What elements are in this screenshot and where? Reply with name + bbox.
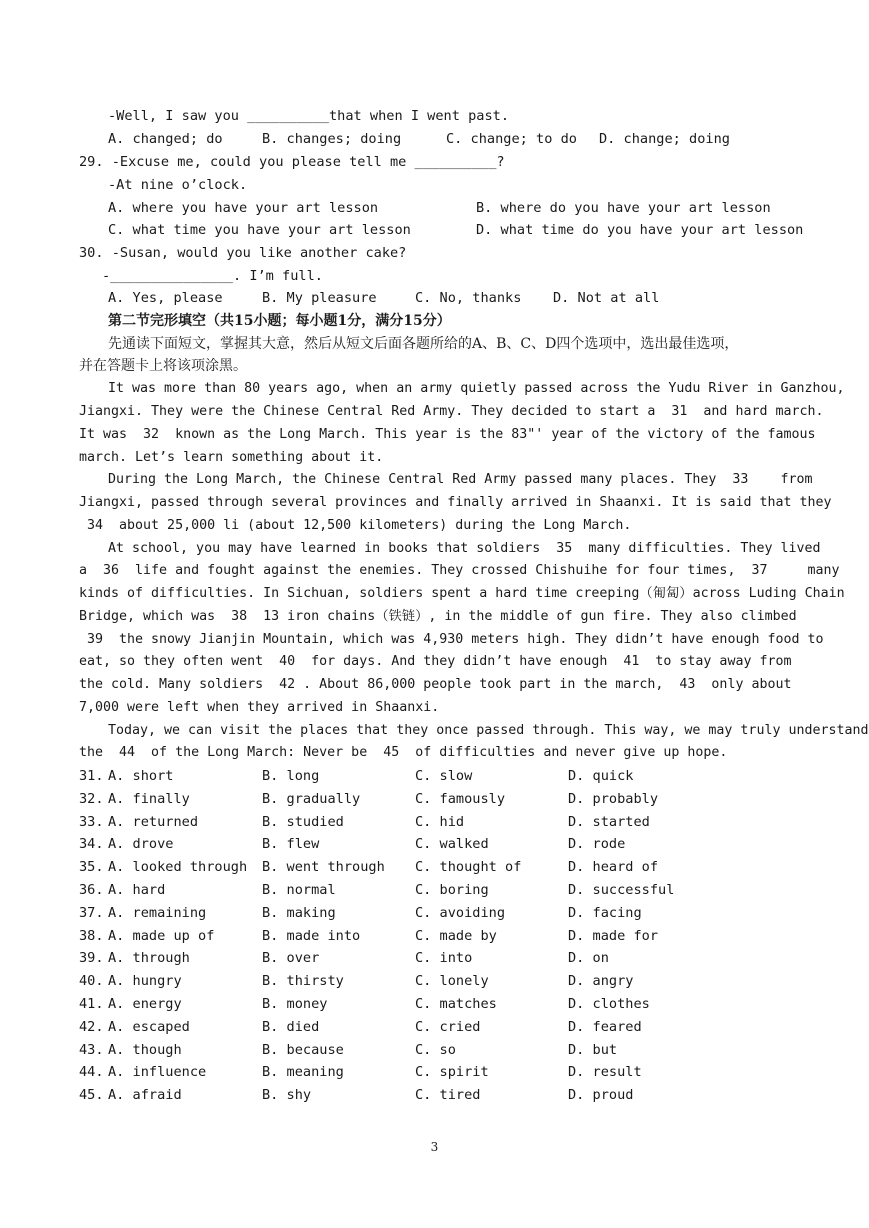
passage-line-9: a 36 life and fought against the enemies. They crossed Chishuihe for four times, 37 many bbox=[79, 563, 840, 578]
option-d: D. rode bbox=[568, 836, 626, 852]
option-c: C. walked bbox=[415, 836, 489, 852]
option-b: B. because bbox=[262, 1042, 344, 1058]
passage-line-15: 7,000 were left when they arrived in Shaanxi. bbox=[79, 700, 440, 715]
passage-line-1: It was more than 80 years ago, when an army quietly passed across the Yudu River in Ganzhou, bbox=[108, 381, 845, 396]
option-c: C. spirit bbox=[415, 1064, 489, 1080]
question-number: 36. bbox=[79, 882, 104, 898]
passage-line-5: During the Long March, the Chinese Central Red Army passed many places. They 33 from bbox=[108, 472, 813, 487]
option-a: A. influence bbox=[108, 1064, 207, 1080]
option-c: C. boring bbox=[415, 882, 489, 898]
question-number: 45. bbox=[79, 1087, 104, 1103]
q30-option-a: A. Yes, please bbox=[108, 290, 223, 306]
option-c: C. hid bbox=[415, 814, 465, 830]
option-d: D. clothes bbox=[568, 996, 650, 1012]
option-a: A. short bbox=[108, 768, 174, 784]
option-a: A. looked through bbox=[108, 859, 248, 875]
passage-line-10: kinds of difficulties. In Sichuan, soldiers spent a hard time creeping（匍匐）across Luding Chain bbox=[79, 586, 845, 601]
option-a: A. through bbox=[108, 950, 190, 966]
option-a: A. hungry bbox=[108, 973, 182, 989]
option-d: D. but bbox=[568, 1042, 618, 1058]
option-a: A. drove bbox=[108, 836, 174, 852]
passage-line-12: 39 the snowy Jianjin Mountain, which was 4,930 meters high. They didn’t have enough food to bbox=[79, 632, 824, 647]
passage-line-4: march. Let’s learn something about it. bbox=[79, 450, 384, 465]
q29-option-c: C. what time you have your art lesson bbox=[108, 222, 411, 238]
option-a: A. remaining bbox=[108, 905, 207, 921]
option-b: B. went through bbox=[262, 859, 385, 875]
option-c: C. into bbox=[415, 950, 473, 966]
option-d: D. started bbox=[568, 814, 650, 830]
q30-stem: 30. -Susan, would you like another cake? bbox=[79, 245, 407, 261]
q30-option-d: D. Not at all bbox=[553, 290, 660, 306]
option-c: C. cried bbox=[415, 1019, 481, 1035]
option-a: A. returned bbox=[108, 814, 199, 830]
option-d: D. feared bbox=[568, 1019, 642, 1035]
option-b: B. died bbox=[262, 1019, 320, 1035]
q28-option-a: A. changed; do bbox=[108, 131, 223, 147]
option-b: B. gradually bbox=[262, 791, 361, 807]
question-number: 44. bbox=[79, 1064, 104, 1080]
option-c: C. so bbox=[415, 1042, 456, 1058]
option-a: A. finally bbox=[108, 791, 190, 807]
question-number: 37. bbox=[79, 905, 104, 921]
question-number: 38. bbox=[79, 928, 104, 944]
option-b: B. normal bbox=[262, 882, 336, 898]
option-d: D. heard of bbox=[568, 859, 659, 875]
option-c: C. lonely bbox=[415, 973, 489, 989]
question-number: 42. bbox=[79, 1019, 104, 1035]
option-b: B. money bbox=[262, 996, 328, 1012]
option-b: B. long bbox=[262, 768, 320, 784]
option-a: A. made up of bbox=[108, 928, 215, 944]
option-b: B. studied bbox=[262, 814, 344, 830]
option-b: B. meaning bbox=[262, 1064, 344, 1080]
page-number: 3 bbox=[430, 1140, 439, 1154]
q28-stem: -Well, I saw you __________that when I went past. bbox=[108, 108, 510, 124]
option-d: D. angry bbox=[568, 973, 634, 989]
option-d: D. made for bbox=[568, 928, 659, 944]
passage-line-2: Jiangxi. They were the Chinese Central Red Army. They decided to start a 31 and hard march. bbox=[79, 404, 824, 419]
section-instruction-2: 并在答题卡上将该项涂黑。 bbox=[79, 358, 247, 374]
option-c: C. tired bbox=[415, 1087, 481, 1103]
passage-line-14: the cold. Many soldiers 42 . About 86,000 people took part in the march, 43 only about bbox=[79, 677, 792, 692]
option-a: A. hard bbox=[108, 882, 166, 898]
q29-option-a: A. where you have your art lesson bbox=[108, 200, 379, 216]
option-d: D. on bbox=[568, 950, 609, 966]
q29-reply: -At nine o’clock. bbox=[108, 177, 248, 193]
option-c: C. avoiding bbox=[415, 905, 506, 921]
option-b: B. shy bbox=[262, 1087, 312, 1103]
passage-line-17: the 44 of the Long March: Never be 45 of difficulties and never give up hope. bbox=[79, 745, 728, 760]
question-number: 32. bbox=[79, 791, 104, 807]
q29-stem: 29. -Excuse me, could you please tell me __________? bbox=[79, 154, 505, 170]
passage-line-16: Today, we can visit the places that they once passed through. This way, we may truly understand bbox=[108, 723, 869, 738]
question-number: 35. bbox=[79, 859, 104, 875]
q28-option-c: C. change; to do bbox=[446, 131, 577, 147]
question-number: 33. bbox=[79, 814, 104, 830]
option-d: D. proud bbox=[568, 1087, 634, 1103]
question-number: 43. bbox=[79, 1042, 104, 1058]
option-b: B. flew bbox=[262, 836, 320, 852]
passage-line-13: eat, so they often went 40 for days. And they didn’t have enough 41 to stay away from bbox=[79, 654, 792, 669]
option-c: C. famously bbox=[415, 791, 506, 807]
option-d: D. successful bbox=[568, 882, 675, 898]
option-a: A. escaped bbox=[108, 1019, 190, 1035]
question-number: 40. bbox=[79, 973, 104, 989]
option-c: C. thought of bbox=[415, 859, 522, 875]
q29-option-d: D. what time do you have your art lesson bbox=[476, 222, 804, 238]
q28-option-b: B. changes; doing bbox=[262, 131, 402, 147]
passage-line-3: It was 32 known as the Long March. This year is the 83"' year of the victory of the famous bbox=[79, 427, 816, 442]
option-b: B. making bbox=[262, 905, 336, 921]
passage-line-8: At school, you may have learned in books that soldiers 35 many difficulties. They lived bbox=[108, 541, 821, 556]
q29-option-b: B. where do you have your art lesson bbox=[476, 200, 771, 216]
passage-line-7: 34 about 25,000 li (about 12,500 kilometers) during the Long March. bbox=[79, 518, 632, 533]
q30-reply: -_______________. I’m full. bbox=[102, 268, 323, 284]
passage-line-6: Jiangxi, passed through several provinces and finally arrived in Shaanxi. It is said that they bbox=[79, 495, 832, 510]
section-heading: 第二节完形填空（共15小题；每小题1分，满分15分） bbox=[108, 313, 451, 329]
option-a: A. afraid bbox=[108, 1087, 182, 1103]
option-d: D. facing bbox=[568, 905, 642, 921]
option-c: C. slow bbox=[415, 768, 473, 784]
option-d: D. result bbox=[568, 1064, 642, 1080]
question-number: 34. bbox=[79, 836, 104, 852]
option-b: B. made into bbox=[262, 928, 361, 944]
option-a: A. though bbox=[108, 1042, 182, 1058]
option-c: C. made by bbox=[415, 928, 497, 944]
question-number: 31. bbox=[79, 768, 104, 784]
question-number: 41. bbox=[79, 996, 104, 1012]
question-number: 39. bbox=[79, 950, 104, 966]
q30-option-c: C. No, thanks bbox=[415, 290, 522, 306]
option-d: D. quick bbox=[568, 768, 634, 784]
option-c: C. matches bbox=[415, 996, 497, 1012]
option-b: B. thirsty bbox=[262, 973, 344, 989]
q28-option-d: D. change; doing bbox=[599, 131, 730, 147]
option-b: B. over bbox=[262, 950, 320, 966]
passage-line-11: Bridge, which was 38 13 iron chains（铁链）, in the middle of gun fire. They also climbed bbox=[79, 609, 797, 624]
section-instruction-1: 先通读下面短文，掌握其大意，然后从短文后面各题所给的A、B、C、D四个选项中，选出最佳选项， bbox=[108, 336, 739, 352]
option-d: D. probably bbox=[568, 791, 659, 807]
option-a: A. energy bbox=[108, 996, 182, 1012]
q30-option-b: B. My pleasure bbox=[262, 290, 377, 306]
